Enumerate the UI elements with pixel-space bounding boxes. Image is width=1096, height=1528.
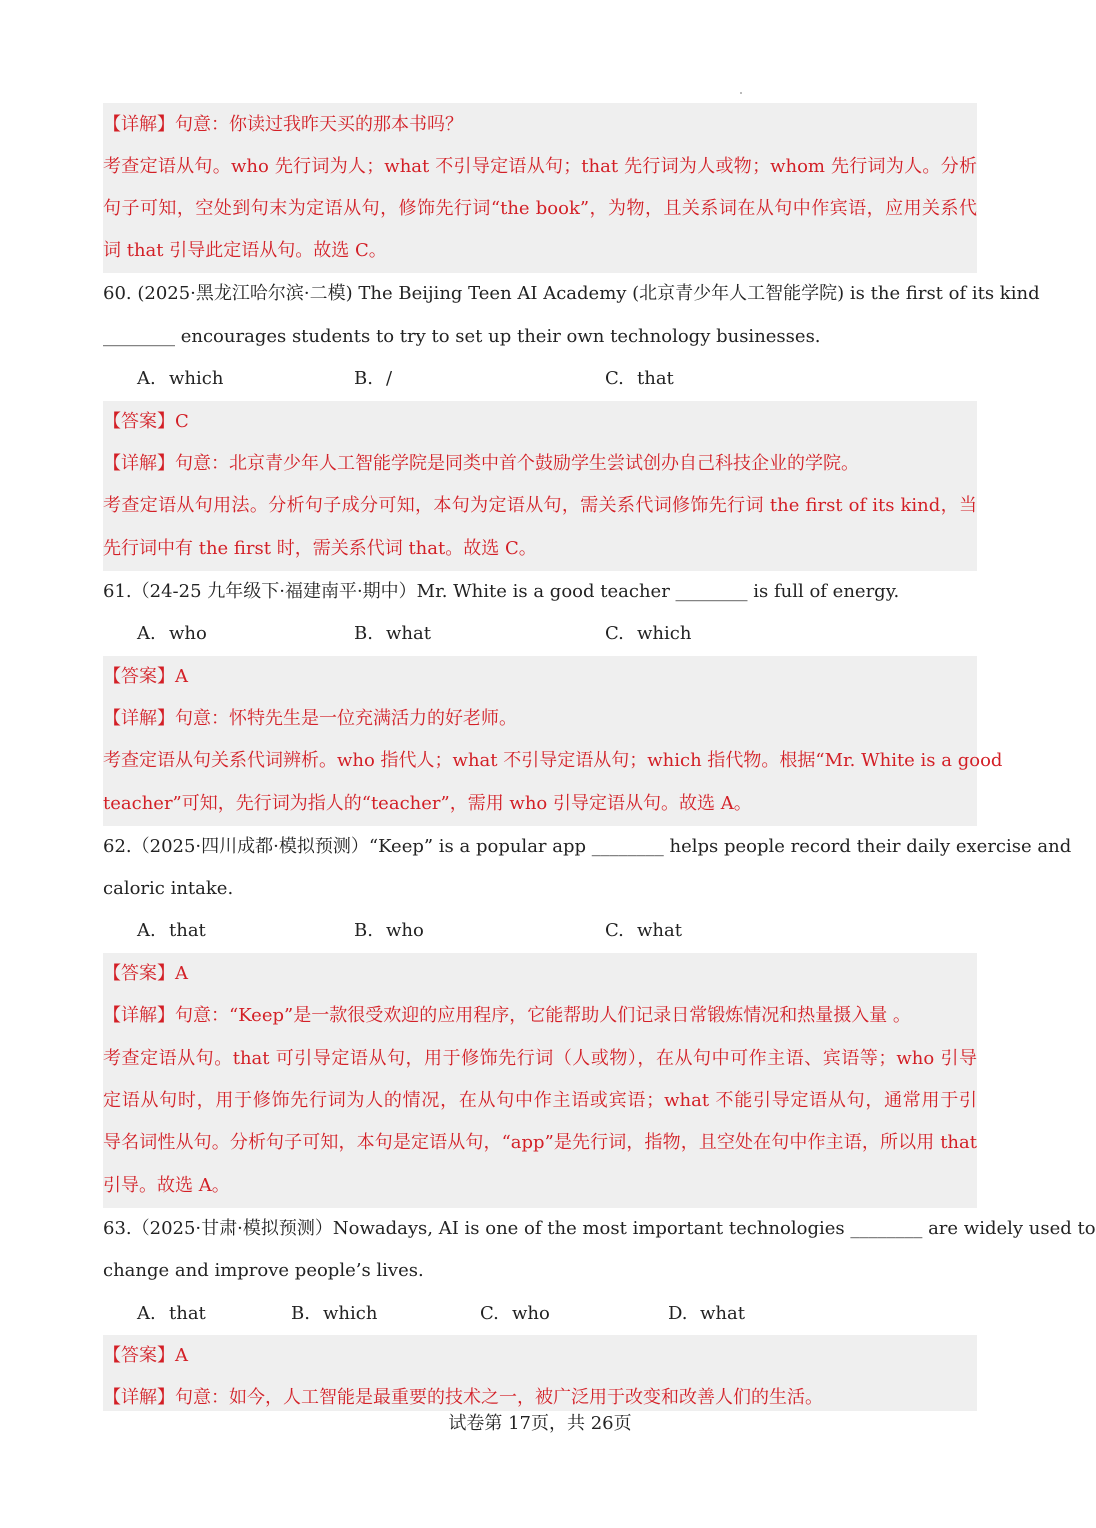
- explanation-62-line4: 引导。故选 A。: [103, 1175, 230, 1196]
- page-footer: 试卷第 17页，共 26页: [448, 1413, 632, 1434]
- option-text: that: [169, 1303, 206, 1324]
- option-61-a: [137, 613, 207, 655]
- option-letter: D.: [668, 1303, 688, 1324]
- option-text: which: [169, 368, 224, 389]
- question-62-line1: 62.（2025·四川成都·模拟预测）“Keep” is a popular app ________ helps people record their daily exercise and: [103, 836, 1072, 857]
- question-60-line1: 60. (2025·黑龙江哈尔滨·二模) The Beijing Teen AI Academy (北京青少年人工智能学院) is the first of its kind: [103, 283, 1040, 304]
- question-63-line2: change and improve people’s lives.: [103, 1260, 424, 1281]
- option-letter: A.: [137, 623, 156, 644]
- question-61-line1: 61.（24-25 九年级下·福建南平·期中）Mr. White is a good teacher ________ is full of energy.: [103, 581, 900, 602]
- explanation-59-line1: 考查定语从句。who 先行词为人；what 不引导定语从句；that 先行词为人或物；whom 先行词为人。分析: [103, 156, 977, 177]
- option-letter: A.: [137, 368, 156, 389]
- option-letter: B.: [291, 1303, 310, 1324]
- option-63-b: [291, 1293, 377, 1335]
- option-letter: C.: [605, 623, 624, 644]
- option-letter: C.: [605, 368, 624, 389]
- detail-61: 【详解】句意：怀特先生是一位充满活力的好老师。: [103, 708, 517, 729]
- detail-62: 【详解】句意：“Keep”是一款很受欢迎的应用程序，它能帮助人们记录日常锻炼情况和热量摄入量 。: [103, 1005, 911, 1026]
- explanation-60-line1: 考查定语从句用法。分析句子成分可知，本句为定语从句，需关系代词修饰先行词 the first of its kind，当: [103, 495, 977, 516]
- option-text: /: [386, 368, 393, 389]
- option-text: which: [637, 623, 692, 644]
- option-61-b: [354, 613, 431, 655]
- option-62-b: [354, 910, 424, 952]
- detail-59: 【详解】句意：你读过我昨天买的那本书吗？: [103, 114, 463, 135]
- option-60-c: [605, 358, 674, 400]
- detail-63: 【详解】句意：如今，人工智能是最重要的技术之一，被广泛用于改变和改善人们的生活。: [103, 1387, 823, 1408]
- answer-62: 【答案】A: [103, 963, 188, 984]
- scan-speck: [740, 92, 742, 94]
- explanation-62-line1: 考查定语从句。that 可引导定语从句，用于修饰先行词（人或物），在从句中可作主语、宾语等；who 引导: [103, 1048, 977, 1069]
- option-letter: A.: [137, 920, 156, 941]
- option-letter: C.: [480, 1303, 499, 1324]
- option-text: what: [637, 920, 682, 941]
- option-text: what: [386, 623, 431, 644]
- option-text: who: [169, 623, 207, 644]
- option-letter: A.: [137, 1303, 156, 1324]
- option-60-b: [354, 358, 392, 400]
- option-letter: B.: [354, 920, 373, 941]
- option-text: which: [323, 1303, 378, 1324]
- explanation-62-line3: 导名词性从句。分析句子可知，本句是定语从句，“app”是先行词，指物，且空处在句中作主语，所以用 that: [103, 1132, 977, 1153]
- option-text: who: [512, 1303, 550, 1324]
- question-60-line2: ________ encourages students to try to set up their own technology businesses.: [103, 326, 821, 347]
- option-letter: B.: [354, 368, 373, 389]
- explanation-62-line2: 定语从句时，用于修饰先行词为人的情况，在从句中作主语或宾语；what 不能引导定语从句，通常用于引: [103, 1090, 977, 1111]
- answer-60: 【答案】C: [103, 411, 189, 432]
- option-63-d: [668, 1293, 745, 1335]
- explanation-61-line2: teacher”可知，先行词为指人的“teacher”，需用 who 引导定语从句。故选 A。: [103, 793, 752, 814]
- option-text: what: [700, 1303, 745, 1324]
- question-63-line1: 63.（2025·甘肃·模拟预测）Nowadays, AI is one of the most important technologies ________ are widely used to: [103, 1218, 1096, 1239]
- explanation-59-line2: 句子可知，空处到句末为定语从句，修饰先行词“the book”，为物，且关系词在从句中作宾语，应用关系代: [103, 198, 977, 219]
- option-text: that: [169, 920, 206, 941]
- option-60-a: [137, 358, 223, 400]
- answer-61: 【答案】A: [103, 666, 188, 687]
- explanation-59-line3: 词 that 引导此定语从句。故选 C。: [103, 240, 387, 261]
- option-62-a: [137, 910, 206, 952]
- option-62-c: [605, 910, 682, 952]
- option-63-c: [480, 1293, 550, 1335]
- question-62-line2: caloric intake.: [103, 878, 234, 899]
- option-61-c: [605, 613, 691, 655]
- explanation-61-line1: 考查定语从句关系代词辨析。who 指代人；what 不引导定语从句；which 指代物。根据“Mr. White is a good: [103, 750, 1003, 771]
- option-letter: C.: [605, 920, 624, 941]
- explanation-60-line2: 先行词中有 the first 时，需关系代词 that。故选 C。: [103, 538, 537, 559]
- option-letter: B.: [354, 623, 373, 644]
- option-63-a: [137, 1293, 206, 1335]
- option-text: that: [637, 368, 674, 389]
- option-text: who: [386, 920, 424, 941]
- answer-63: 【答案】A: [103, 1345, 188, 1366]
- detail-60: 【详解】句意：北京青少年人工智能学院是同类中首个鼓励学生尝试创办自己科技企业的学院。: [103, 453, 859, 474]
